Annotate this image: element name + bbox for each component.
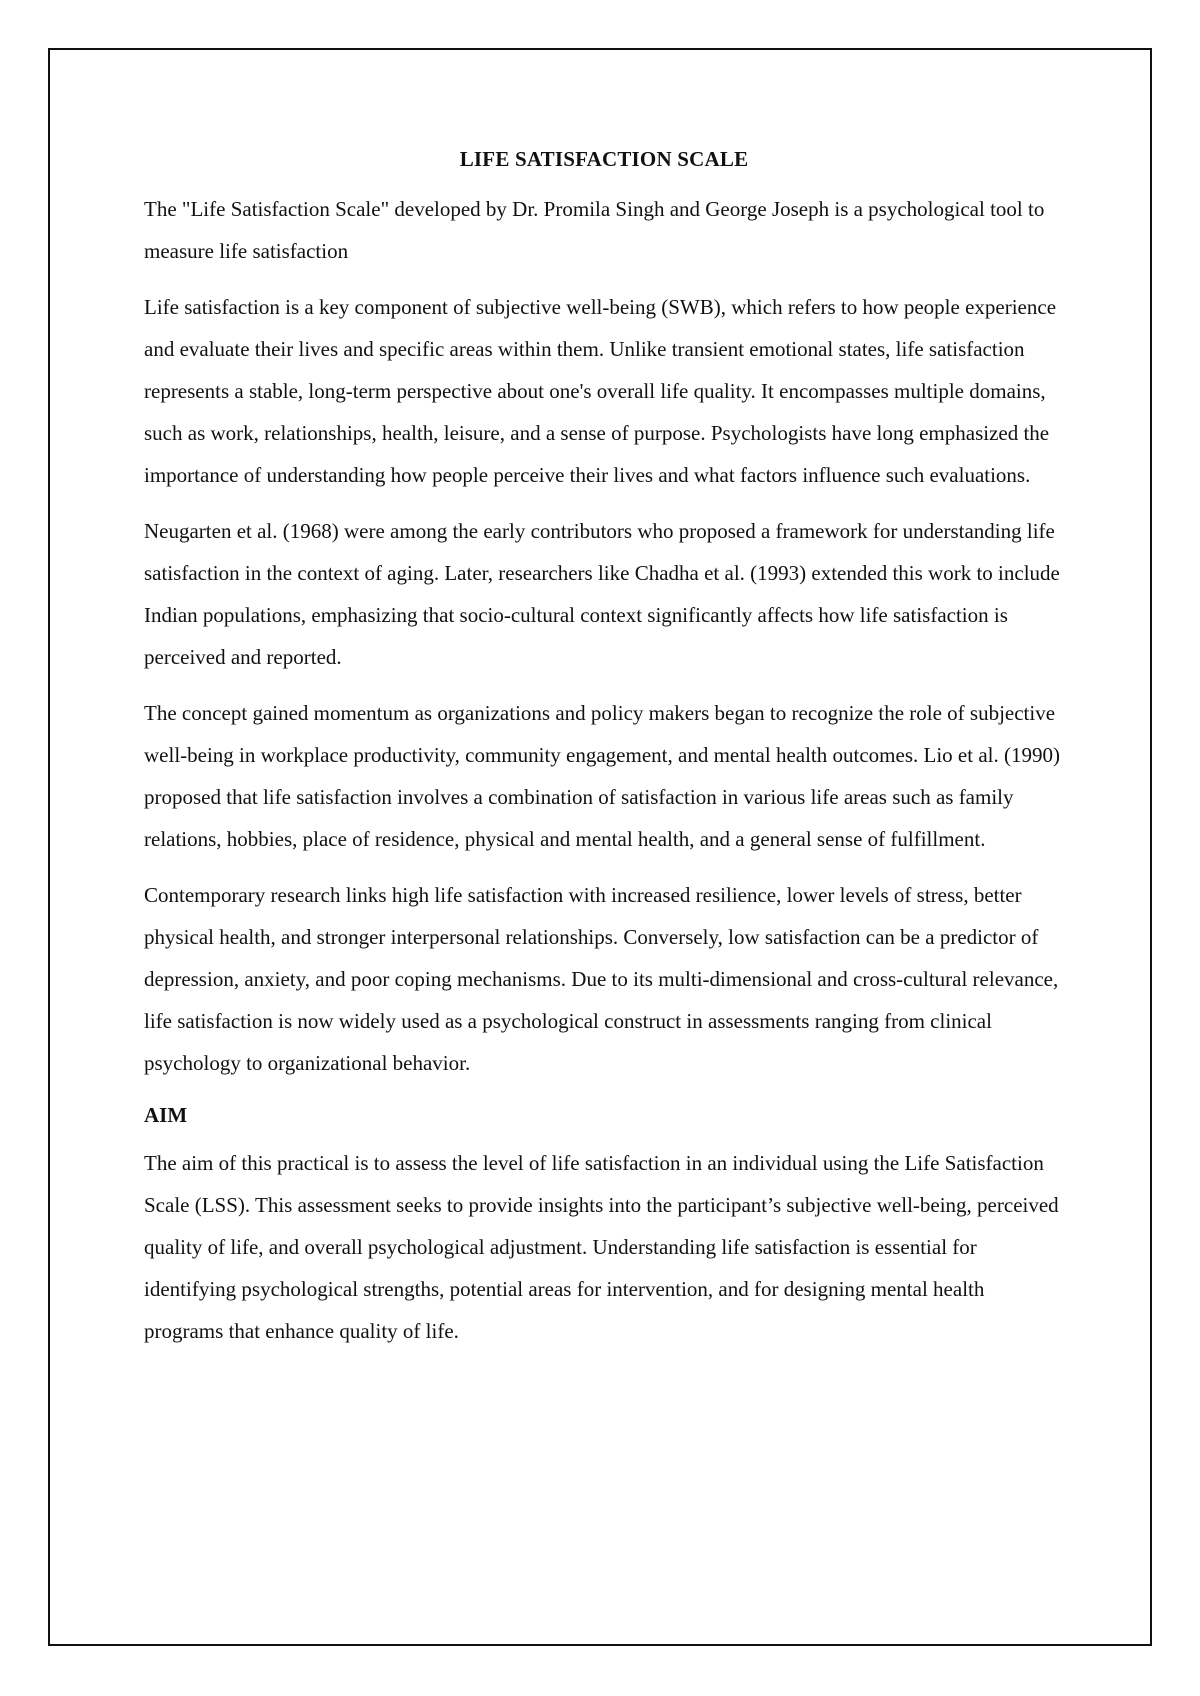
aim-paragraph: The aim of this practical is to assess the level of life satisfaction in an individual using the Life Satisfaction Scale (LSS). This assessment seeks to provide insights into the participant’s subjective well-being, perceived quality of life, and overall psychological adjustment. Understanding life satisfaction is essential for identifying psychological strengths, potential areas for intervention, and for designing mental health programs that enhance quality of life. [144, 1151, 1059, 1343]
aim-heading: AIM [144, 1103, 188, 1127]
document-title: LIFE SATISFACTION SCALE [459, 147, 749, 171]
paragraph-intro: The "Life Satisfaction Scale" developed by Dr. Promila Singh and George Joseph is a psychological tool to measure life satisfaction [144, 197, 1045, 263]
paragraph-concept: The concept gained momentum as organizations and policy makers began to recognize the role of subjective well-being in workplace productivity, community engagement, and mental health outcomes. Lio et al. (1990) proposed that life satisfaction involves a combination of satisfaction in various life areas such as family relations, hobbies, place of residence, physical and mental health, and a general sense of fulfillment. [144, 701, 1060, 851]
document-body [144, 142, 1064, 1366]
paragraph-contemporary: Contemporary research links high life satisfaction with increased resilience, lower levels of stress, better physical health, and stronger interpersonal relationships. Conversely, low satisfaction can be a predictor of depression, anxiety, and poor coping mechanisms. Due to its multi-dimensional and cross-cultural relevance, life satisfaction is now widely used as a psychological construct in assessments ranging from clinical psychology to organizational behavior. [144, 883, 1059, 1075]
paragraph-neugarten: Neugarten et al. (1968) were among the early contributors who proposed a framework for understanding life satisfaction in the context of aging. Later, researchers like Chadha et al. (1993) extended this work to include Indian populations, emphasizing that socio-cultural context significantly affects how life satisfaction is perceived and reported. [144, 519, 1060, 669]
paragraph-swb: Life satisfaction is a key component of subjective well-being (SWB), which refers to how people experience and evaluate their lives and specific areas within them. Unlike transient emotional states, life satisfaction represents a stable, long-term perspective about one's overall life quality. It encompasses multiple domains, such as work, relationships, health, leisure, and a sense of purpose. Psychologists have long emphasized the importance of understanding how people perceive their lives and what factors influence such evaluations. [144, 295, 1057, 487]
